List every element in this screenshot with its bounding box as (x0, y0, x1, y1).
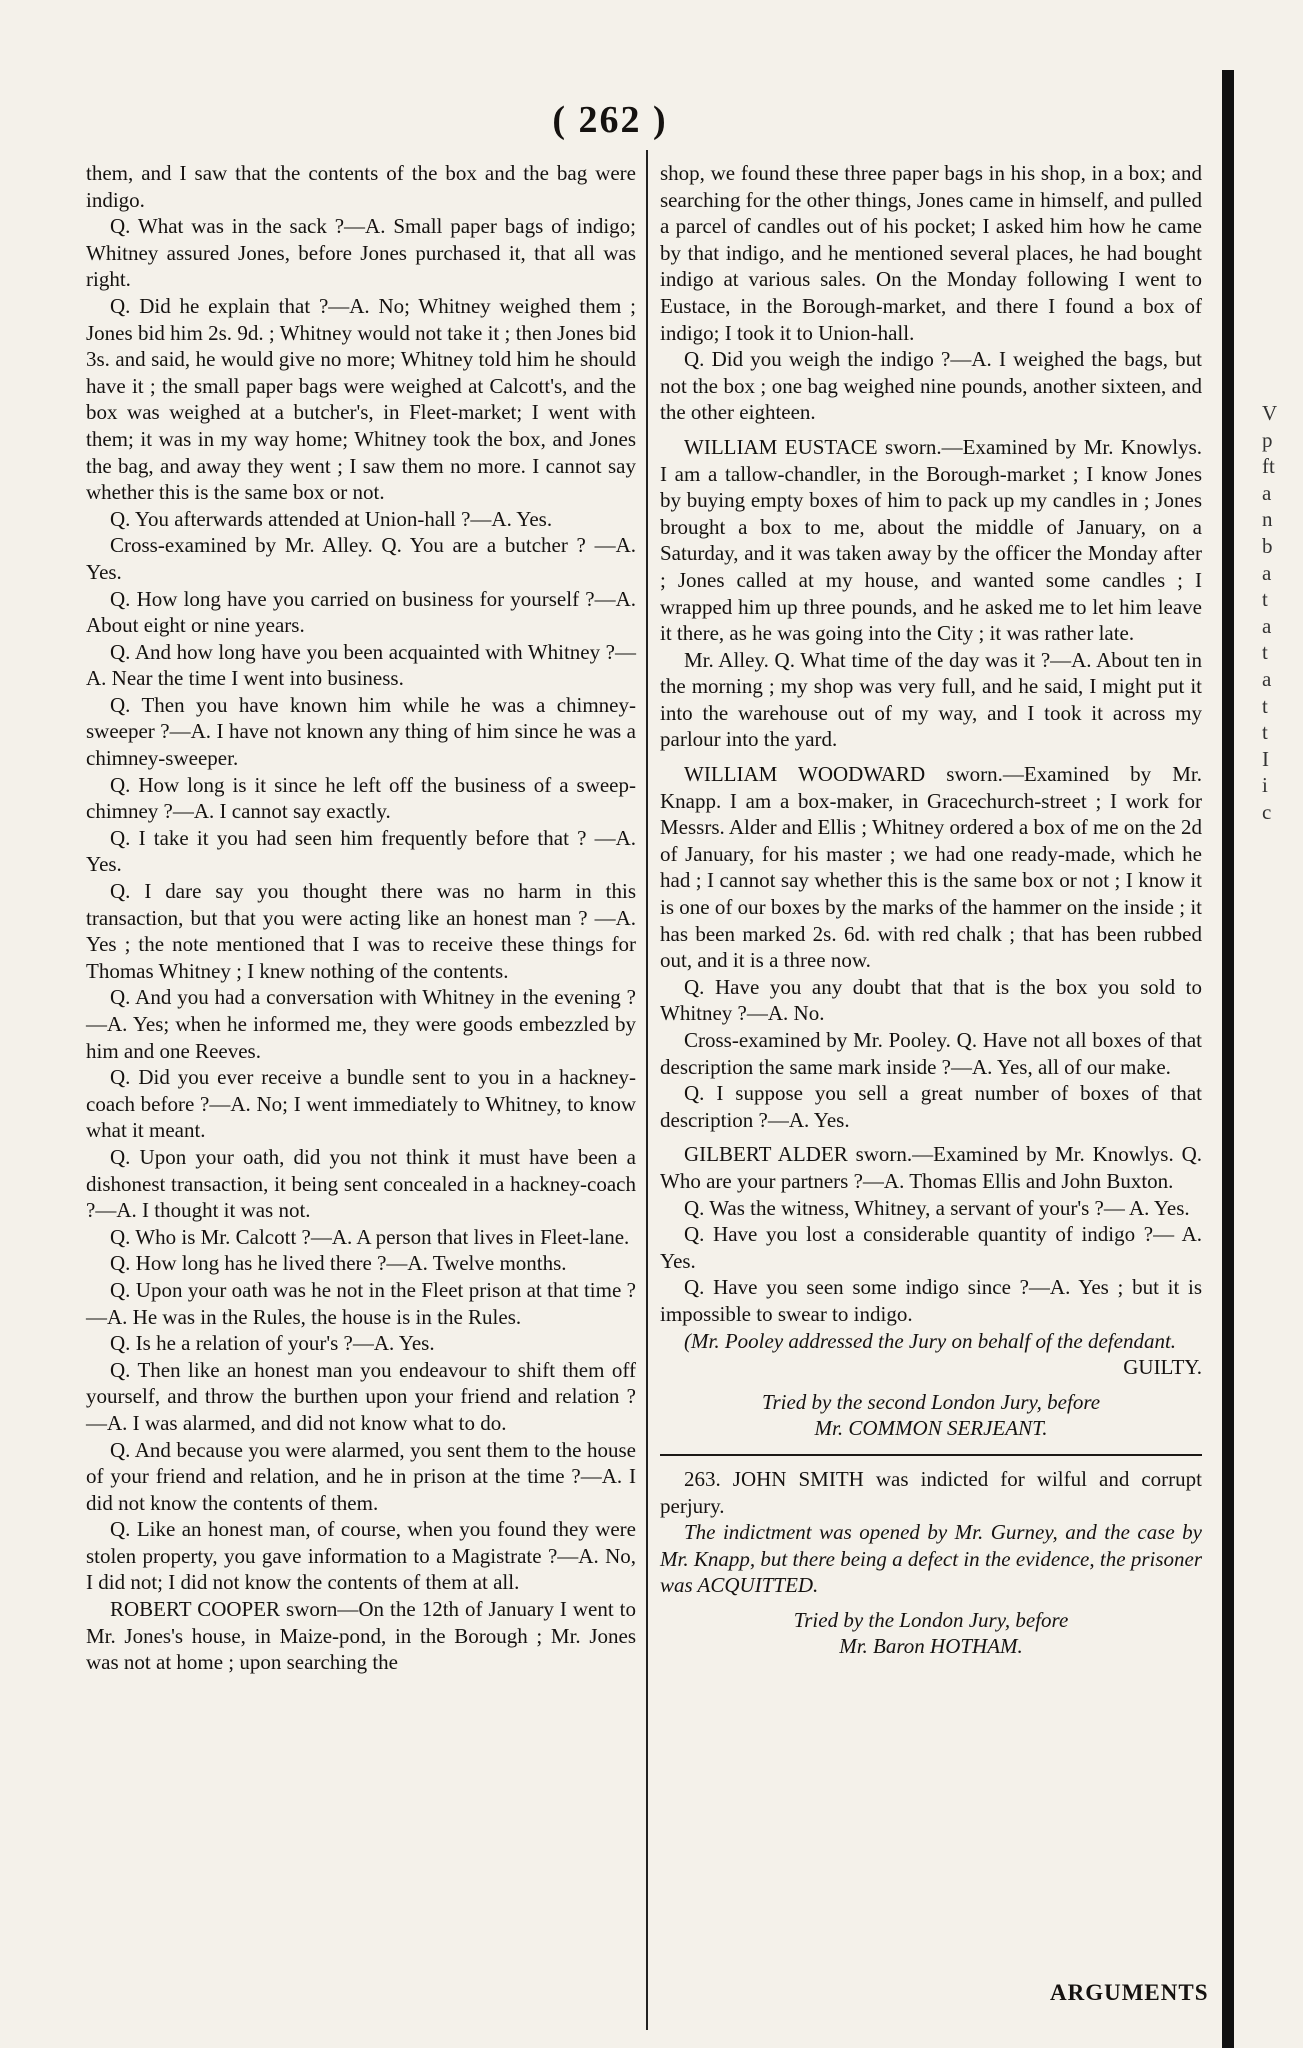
bleed-letter: ft (1262, 454, 1275, 479)
paragraph: Q. Is he a relation of your's ?—A. Yes. (110, 1331, 435, 1356)
paragraph: Q. And how long have you been acquainted with Whitney ?—A. Near the time I went into business. (86, 639, 636, 691)
bleed-letter: t (1262, 720, 1268, 745)
paragraph: Q. Have you seen some indigo since ?—A. Yes ; but it is impossible to swear to indigo. (660, 1275, 1202, 1326)
paragraph: Q. Have you any doubt that that is the box you sold to Whitney ?—A. No. (660, 974, 1202, 1026)
paragraph: Q. Was the witness, Whitney, a servant of your's ?— A. Yes. (684, 1195, 1190, 1220)
paragraph: Q. How long is it since he left off the business of a sweep-chimney ?—A. I cannot say exactly. (86, 772, 636, 824)
facing-page-bleed (1262, 400, 1302, 826)
paragraph: Q. How long have you carried on business for yourself ?—A. About eight or nine years. (86, 586, 636, 638)
court-judge: Mr. Baron HOTHAM. (839, 1634, 1023, 1659)
paragraph: Cross-examined by Mr. Alley. Q. You are a butcher ? —A. Yes. (86, 533, 636, 584)
bleed-letter: b (1262, 533, 1273, 558)
right-column (660, 160, 1202, 1660)
paragraph: Q. Then like an honest man you endeavour to shift them off yourself, and throw the burthen upon your friend and relation ?—A. I was alarmed, and did not know what to do. (86, 1357, 636, 1435)
bleed-letter: a (1262, 666, 1272, 691)
paragraph: Q. And because you were alarmed, you sent them to the house of your friend and relation, and he in prison at the time ?—A. I did not know the contents of them. (86, 1437, 636, 1515)
bleed-letter: I (1262, 746, 1269, 771)
paragraph: Q. How long has he lived there ?—A. Twelve months. (110, 1251, 567, 1276)
verdict: GUILTY. (1123, 1355, 1202, 1380)
court-line: Tried by the London Jury, before (793, 1607, 1069, 1632)
page-edge-shadow (1222, 70, 1234, 2048)
paragraph: Q. And you had a conversation with Whitney in the evening ?—A. Yes; when he informed me, they were goods embezzled by him and one Reeves. (86, 985, 636, 1063)
witness-entry: ROBERT COOPER sworn—On the 12th of January I went to Mr. Jones's house, in Maize-pond, in the Borough ; Mr. Jones was not at home ; upon searching the (86, 1597, 636, 1675)
bleed-letter: p (1262, 427, 1273, 452)
paragraph: shop, we found these three paper bags in his shop, in a box; and searching for the other things, Jones came in himself, and pulled a parcel of candles out of his pocket; I asked him how he came by that indigo, and he mentioned several places, he had bought indigo at various sales. On the Monday following I went to Eustace, in the Borough-market, and there I found a box of indigo; I took it to Union-hall. (660, 161, 1202, 345)
paragraph: Q. Upon your oath, did you not think it must have been a dishonest transaction, it being sent concealed in a hackney-coach ?—A. I thought it was not. (86, 1144, 636, 1223)
bleed-letter: n (1262, 507, 1273, 532)
paragraph: Mr. Alley. Q. What time of the day was it ?—A. About ten in the morning ; my shop was very full, and he said, I might put it into the warehouse out of my way, and I took it across my parlour into the yard. (660, 647, 1202, 752)
case-outcome: The indictment was opened by Mr. Gurney, and the case by Mr. Knapp, but there being a defect in the evidence, the prisoner was ACQUITTED. (660, 1520, 1202, 1598)
paragraph: them, and I saw that the contents of the box and the bag were indigo. (86, 161, 636, 212)
left-column (86, 160, 636, 1676)
paragraph: Q. Upon your oath was he not in the Fleet prison at that time ?—A. He was in the Rules, the house is in the Rules. (86, 1277, 636, 1329)
page-number: ( 262 ) (552, 99, 668, 141)
paragraph: Q. What was in the sack ?—A. Small paper bags of indigo; Whitney assured Jones, before Jones purchased it, that all was right. (86, 214, 636, 292)
paragraph: Q. Did he explain that ?—A. No; Whitney weighed them ; Jones bid him 2s. 9d. ; Whitney would not take it ; then Jones bid 3s. and said, he would give no more; Whitney told him he should have it ; the small paper bags were weighed at Calcott's, and the box was weighed at a butcher's, in Fleet-market; I went with them; it was in my way home; Whitney took the box, and Jones the bag, and away they went ; I saw them no more. I cannot say whether this is the same box or not. (86, 293, 636, 505)
case-divider (660, 1454, 1202, 1456)
catchword: ARGUMENTS (1050, 1980, 1209, 2005)
paragraph: Q. Did you ever receive a bundle sent to you in a hackney-coach before ?—A. No; I went immediately to Whitney, to know what it meant. (86, 1065, 636, 1143)
court-line: Tried by the second London Jury, before (761, 1389, 1101, 1414)
jury-note: (Mr. Pooley addressed the Jury on behalf of the defendant. (684, 1328, 1177, 1353)
bleed-letter: i (1262, 773, 1268, 798)
bleed-letter: V (1262, 401, 1278, 425)
paragraph: Q. Did you weigh the indigo ?—A. I weighed the bags, but not the box ; one bag weighed nine pounds, another sixteen, and the other eighteen. (660, 347, 1202, 425)
bleed-letter: t (1262, 640, 1268, 665)
bleed-letter: a (1262, 613, 1272, 638)
bleed-letter: c (1262, 799, 1272, 824)
witness-entry: WILLIAM WOODWARD sworn.—Examined by Mr. Knapp. I am a box-maker, in Gracechurch-street ; I work for Messrs. Alder and Ellis ; Whitney ordered a box of me on the 2d of January, for his master ; we had one ready-made, which he had ; I cannot say whether this is the same box or not ; I know it is one of our boxes by the marks of the hammer on the inside ; it has been marked 2s. 6d. with red chalk ; that has been rubbed out, and it is a three now. (660, 762, 1203, 973)
paragraph: Q. I take it you had seen him frequently before that ? —A. Yes. (86, 825, 636, 877)
paragraph: Q. Then you have known him while he was a chimney-sweeper ?—A. I have not known any thing of him since he was a chimney-sweeper. (86, 692, 636, 771)
bleed-letter: a (1262, 480, 1272, 505)
bleed-letter: t (1262, 693, 1268, 718)
paragraph: Q. Have you lost a considerable quantity of indigo ?— A. Yes. (660, 1222, 1202, 1273)
court-judge: Mr. COMMON SERJEANT. (814, 1416, 1048, 1441)
paragraph: Q. I suppose you sell a great number of boxes of that description ?—A. Yes. (660, 1081, 1202, 1132)
bleed-letter: a (1262, 560, 1272, 585)
witness-entry: GILBERT ALDER sworn.—Examined by Mr. Knowlys. Q. Who are your partners ?—A. Thomas Ellis and John Buxton. (660, 1142, 1202, 1193)
bleed-letter: t (1262, 587, 1268, 612)
case-heading: 263. JOHN SMITH was indicted for wilful and corrupt perjury. (660, 1466, 1202, 1518)
paragraph: Q. Like an honest man, of course, when you found they were stolen property, you gave information to a Magistrate ?—A. No, I did not; I did not know the contents of them at all. (86, 1517, 636, 1595)
witness-entry: WILLIAM EUSTACE sworn.—Examined by Mr. Knowlys. I am a tallow-chandler, in the Borough-market ; I know Jones by buying empty boxes of him to pack up my candles in ; Jones brought a box to me, about the middle of January, on a Saturday, and it was taken away by the officer the Monday after ; Jones called at my house, and wanted some candles ; I wrapped him up three pounds, and he asked me to let him leave it there, as he was going into the City ; it was rather late. (660, 434, 1202, 646)
paragraph: Q. Who is Mr. Calcott ?—A. A person that lives in Fleet-lane. (110, 1224, 630, 1249)
column-divider (646, 150, 648, 2030)
paragraph: Q. You afterwards attended at Union-hall ?—A. Yes. (110, 506, 553, 531)
paragraph: Cross-examined by Mr. Pooley. Q. Have not all boxes of that description the same mark inside ?—A. Yes, all of our make. (660, 1028, 1202, 1079)
paragraph: Q. I dare say you thought there was no harm in this transaction, but that you were acting like an honest man ? —A. Yes ; the note mentioned that I was to receive these things for Thomas Whitney ; I knew nothing of the contents. (86, 879, 636, 983)
